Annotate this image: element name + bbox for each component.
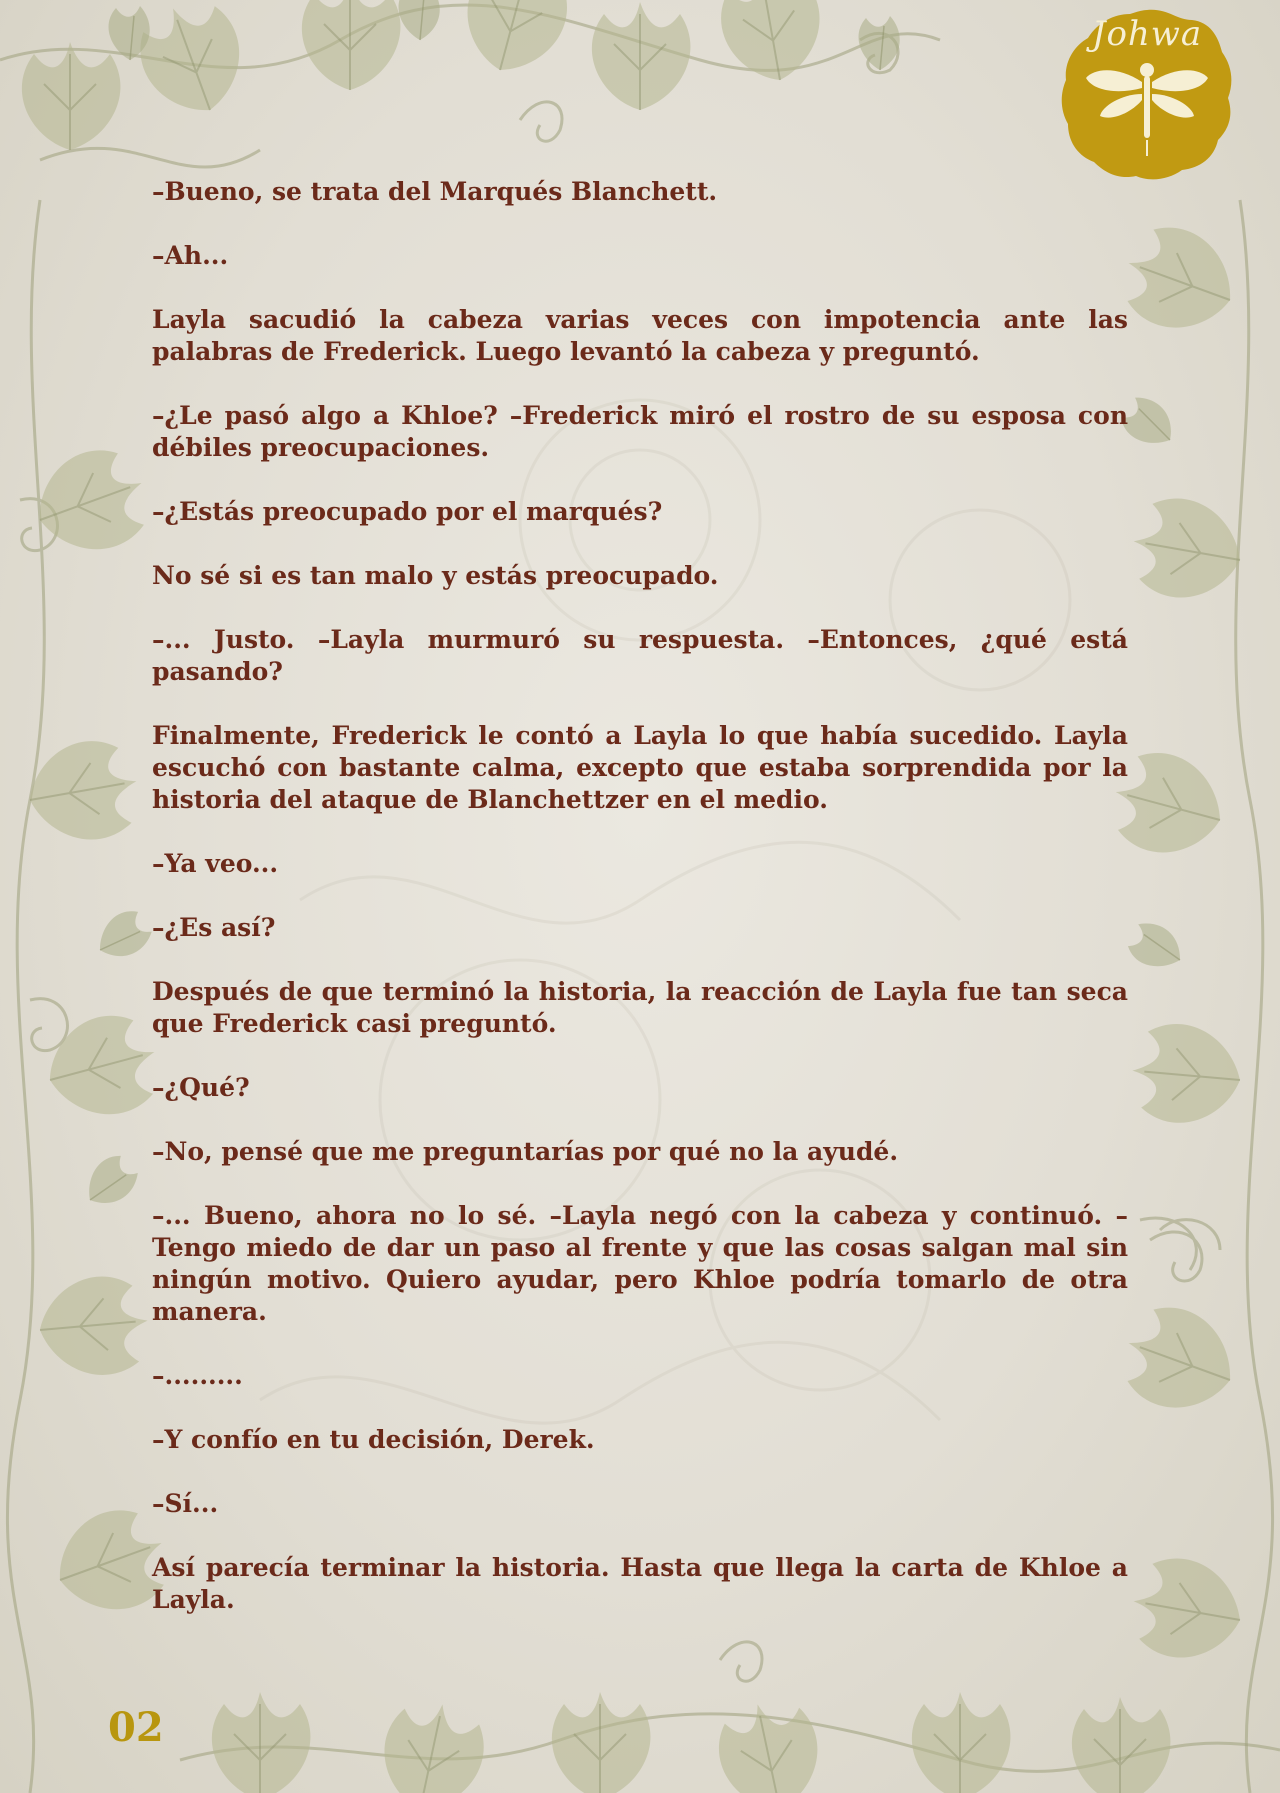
paragraph: –Ya veo... [152,849,279,878]
story-text [152,176,1128,1648]
paragraph: –Ah... [152,241,229,270]
paragraph: –... Bueno, ahora no lo sé. –Layla negó con la cabeza y continuó. –Tengo miedo de dar un paso al frente y que las cosas salgan mal sin ningún motivo. Quiero ayudar, pero Khloe podría tomarlo de otra manera. [152,1201,1128,1326]
paragraph: Después de que terminó la historia, la reacción de Layla fue tan seca que Frederick casi preguntó. [152,977,1128,1038]
paragraph: –¿Es así? [152,913,276,942]
paragraph: –¿Qué? [152,1073,250,1102]
paragraph: No sé si es tan malo y estás preocupado. [152,561,719,590]
paragraph: –¿Estás preocupado por el marqués? [152,497,663,526]
page-number: 02 [108,1704,164,1751]
paragraph: –Sí... [152,1489,219,1518]
paragraph: –No, pensé que me preguntarías por qué no la ayudé. [152,1137,899,1166]
paragraph: –¿Le pasó algo a Khloe? –Frederick miró el rostro de su esposa con débiles preocupaciones. [152,401,1128,462]
paragraph: –......... [152,1361,243,1390]
paragraph: Así parecía terminar la historia. Hasta que llega la carta de Khloe a Layla. [152,1553,1128,1614]
logo-text: Johwa [1091,14,1203,54]
paragraph: Finalmente, Frederick le contó a Layla lo que había sucedido. Layla escuchó con bastante calma, excepto que estaba sorprendida por la historia del ataque de Blanchettzer en el medio. [152,721,1128,814]
paragraph: Layla sacudió la cabeza varias veces con impotencia ante las palabras de Frederick. Luego levantó la cabeza y preguntó. [152,305,1128,366]
paragraph: –Bueno, se trata del Marqués Blanchett. [152,177,718,206]
paragraph: –Y confío en tu decisión, Derek. [152,1425,595,1454]
paragraph: –... Justo. –Layla murmuró su respuesta. –Entonces, ¿qué está pasando? [152,625,1128,686]
